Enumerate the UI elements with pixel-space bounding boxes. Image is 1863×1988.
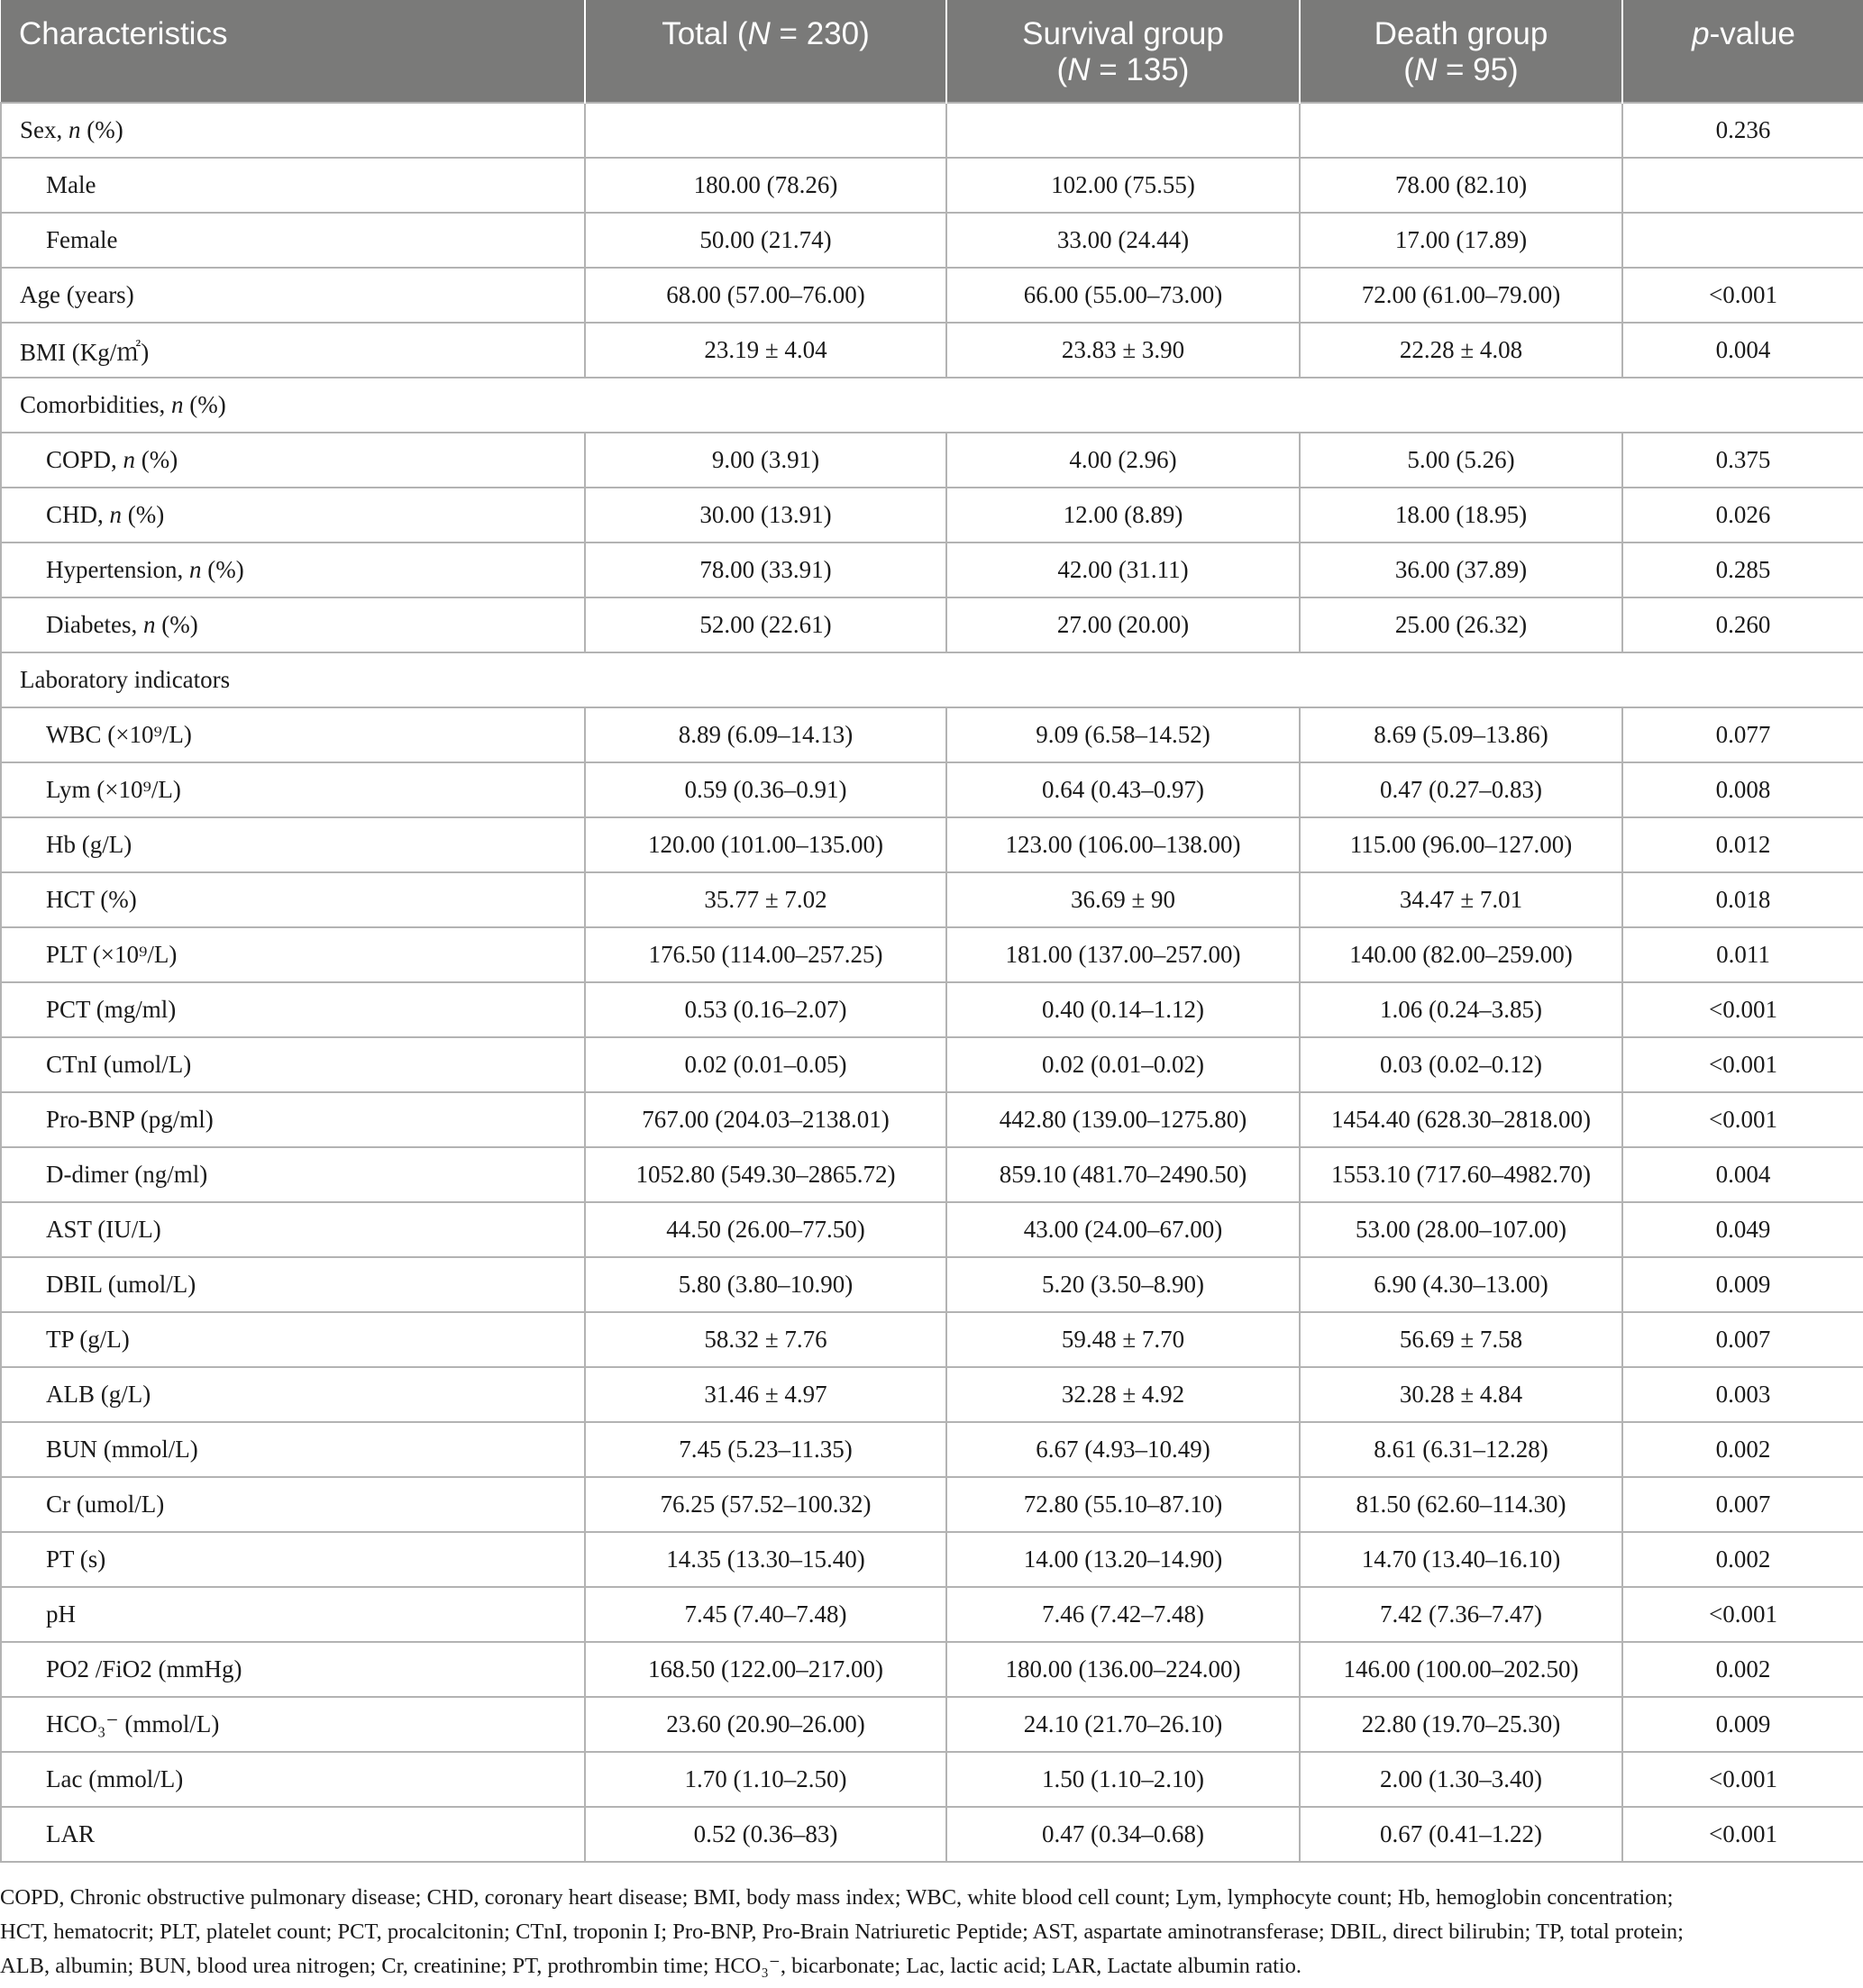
header-survival-group: Survival group (N = 135)	[946, 0, 1300, 103]
cell-total: 23.60 (20.90–26.00)	[585, 1697, 946, 1752]
cell-survival: 5.20 (3.50–8.90)	[946, 1257, 1300, 1312]
cell-survival: 33.00 (24.44)	[946, 213, 1300, 268]
cell-survival: 4.00 (2.96)	[946, 433, 1300, 488]
cell-death	[1300, 103, 1622, 158]
cell-death: 56.69 ± 7.58	[1300, 1312, 1622, 1367]
cell-total: 78.00 (33.91)	[585, 543, 946, 597]
table-row	[1, 1147, 1863, 1202]
table-row	[1, 1037, 1863, 1092]
cell-p-value: 0.049	[1622, 1202, 1863, 1257]
cell-total: 1.70 (1.10–2.50)	[585, 1752, 946, 1807]
cell-p-value: 0.375	[1622, 433, 1863, 488]
row-label: HCO₃⁻ (mmol/L)	[1, 1697, 585, 1752]
row-label: AST (IU/L)	[1, 1202, 585, 1257]
cell-p-value: <0.001	[1622, 1752, 1863, 1807]
header-total: Total (N = 230)	[585, 0, 946, 103]
row-label: Lac (mmol/L)	[1, 1752, 585, 1807]
cell-death: 140.00 (82.00–259.00)	[1300, 927, 1622, 982]
cell-total: 5.80 (3.80–10.90)	[585, 1257, 946, 1312]
table-row	[1, 872, 1863, 927]
footnote-line: HCT, hematocrit; PLT, platelet count; PCT, procalcitonin; CTnI, troponin I; Pro-BNP, Pro-Brain Natriuretic Peptide; AST, aspartate aminotransferase; DBIL, direct bilirubin; TP, total protein;	[0, 1920, 1684, 1944]
cell-survival: 1.50 (1.10–2.10)	[946, 1752, 1300, 1807]
cell-total: 0.59 (0.36–0.91)	[585, 762, 946, 817]
cell-death: 115.00 (96.00–127.00)	[1300, 817, 1622, 872]
cell-p-value: 0.009	[1622, 1697, 1863, 1752]
row-label: BMI (Kg/㎡)	[1, 323, 585, 378]
cell-p-value: 0.002	[1622, 1422, 1863, 1477]
cell-survival: 442.80 (139.00–1275.80)	[946, 1092, 1300, 1147]
table-row	[1, 158, 1863, 213]
row-label: ALB (g/L)	[1, 1367, 585, 1422]
cell-p-value: 0.236	[1622, 103, 1863, 158]
cell-p-value: 0.004	[1622, 1147, 1863, 1202]
cell-total: 0.53 (0.16–2.07)	[585, 982, 946, 1037]
cell-p-value: 0.077	[1622, 707, 1863, 762]
cell-total: 52.00 (22.61)	[585, 597, 946, 652]
cell-death: 0.47 (0.27–0.83)	[1300, 762, 1622, 817]
table-row	[1, 817, 1863, 872]
cell-p-value: <0.001	[1622, 982, 1863, 1037]
cell-total: 168.50 (122.00–217.00)	[585, 1642, 946, 1697]
row-label: Lym (×10⁹/L)	[1, 762, 585, 817]
cell-survival: 42.00 (31.11)	[946, 543, 1300, 597]
cell-total: 58.32 ± 7.76	[585, 1312, 946, 1367]
cell-survival: 180.00 (136.00–224.00)	[946, 1642, 1300, 1697]
table-row	[1, 543, 1863, 597]
row-label: TP (g/L)	[1, 1312, 585, 1367]
table-row	[1, 1367, 1863, 1422]
cell-total: 14.35 (13.30–15.40)	[585, 1532, 946, 1587]
table-row	[1, 323, 1863, 378]
cell-survival: 27.00 (20.00)	[946, 597, 1300, 652]
cell-death: 25.00 (26.32)	[1300, 597, 1622, 652]
row-label: COPD, n (%)	[1, 433, 585, 488]
row-label: Cr (umol/L)	[1, 1477, 585, 1532]
row-label: Sex, n (%)	[1, 103, 585, 158]
cell-death: 18.00 (18.95)	[1300, 488, 1622, 543]
row-label: Female	[1, 213, 585, 268]
cell-survival: 36.69 ± 90	[946, 872, 1300, 927]
cell-survival: 7.46 (7.42–7.48)	[946, 1587, 1300, 1642]
cell-survival: 23.83 ± 3.90	[946, 323, 1300, 378]
cell-survival	[946, 103, 1300, 158]
cell-p-value: 0.003	[1622, 1367, 1863, 1422]
cell-total: 44.50 (26.00–77.50)	[585, 1202, 946, 1257]
header-characteristics: Characteristics	[1, 0, 585, 103]
row-label: Diabetes, n (%)	[1, 597, 585, 652]
row-label: WBC (×10⁹/L)	[1, 707, 585, 762]
cell-total	[585, 103, 946, 158]
cell-death: 14.70 (13.40–16.10)	[1300, 1532, 1622, 1587]
table-row	[1, 103, 1863, 158]
table-row	[1, 1587, 1863, 1642]
table-body	[1, 103, 1863, 1862]
cell-total: 9.00 (3.91)	[585, 433, 946, 488]
cell-p-value: <0.001	[1622, 1587, 1863, 1642]
cell-death: 22.80 (19.70–25.30)	[1300, 1697, 1622, 1752]
cell-death: 1.06 (0.24–3.85)	[1300, 982, 1622, 1037]
table-row	[1, 597, 1863, 652]
footnote-line: COPD, Chronic obstructive pulmonary disease; CHD, coronary heart disease; BMI, body mass index; WBC, white blood cell count; Lym, lymphocyte count; Hb, hemoglobin concentration;	[0, 1885, 1674, 1910]
cell-total: 7.45 (5.23–11.35)	[585, 1422, 946, 1477]
cell-death: 17.00 (17.89)	[1300, 213, 1622, 268]
cell-p-value: 0.007	[1622, 1312, 1863, 1367]
cell-total: 35.77 ± 7.02	[585, 872, 946, 927]
cell-p-value: 0.018	[1622, 872, 1863, 927]
table-footnote	[0, 1881, 1863, 1983]
cell-total: 0.52 (0.36–83)	[585, 1807, 946, 1862]
cell-death: 30.28 ± 4.84	[1300, 1367, 1622, 1422]
cell-total: 180.00 (78.26)	[585, 158, 946, 213]
table-row	[1, 1312, 1863, 1367]
row-label: CTnI (umol/L)	[1, 1037, 585, 1092]
row-label: Age (years)	[1, 268, 585, 323]
cell-death: 1553.10 (717.60–4982.70)	[1300, 1147, 1622, 1202]
table-row	[1, 1642, 1863, 1697]
cell-survival: 0.47 (0.34–0.68)	[946, 1807, 1300, 1862]
row-label: PCT (mg/ml)	[1, 982, 585, 1037]
cell-p-value: 0.026	[1622, 488, 1863, 543]
table-row	[1, 488, 1863, 543]
row-label: Hb (g/L)	[1, 817, 585, 872]
cell-survival: 72.80 (55.10–87.10)	[946, 1477, 1300, 1532]
cell-survival: 14.00 (13.20–14.90)	[946, 1532, 1300, 1587]
table-row	[1, 1257, 1863, 1312]
table-row	[1, 982, 1863, 1037]
section-label: Comorbidities, n (%)	[1, 378, 1863, 433]
cell-survival: 59.48 ± 7.70	[946, 1312, 1300, 1367]
cell-p-value: 0.007	[1622, 1477, 1863, 1532]
table-row	[1, 652, 1863, 707]
cell-survival: 0.40 (0.14–1.12)	[946, 982, 1300, 1037]
cell-survival: 0.64 (0.43–0.97)	[946, 762, 1300, 817]
row-label: Hypertension, n (%)	[1, 543, 585, 597]
cell-total: 1052.80 (549.30–2865.72)	[585, 1147, 946, 1202]
table-row	[1, 1092, 1863, 1147]
table-row	[1, 378, 1863, 433]
cell-p-value: 0.012	[1622, 817, 1863, 872]
cell-death: 6.90 (4.30–13.00)	[1300, 1257, 1622, 1312]
cell-survival: 32.28 ± 4.92	[946, 1367, 1300, 1422]
cell-p-value: <0.001	[1622, 1037, 1863, 1092]
cell-total: 120.00 (101.00–135.00)	[585, 817, 946, 872]
cell-p-value: 0.004	[1622, 323, 1863, 378]
table-row	[1, 433, 1863, 488]
cell-p-value: 0.285	[1622, 543, 1863, 597]
table-header-row	[1, 0, 1863, 103]
cell-survival: 123.00 (106.00–138.00)	[946, 817, 1300, 872]
row-label: PT (s)	[1, 1532, 585, 1587]
cell-total: 30.00 (13.91)	[585, 488, 946, 543]
row-label: LAR	[1, 1807, 585, 1862]
table-row	[1, 1532, 1863, 1587]
header-death-group: Death group (N = 95)	[1300, 0, 1622, 103]
row-label: Pro-BNP (pg/ml)	[1, 1092, 585, 1147]
cell-total: 0.02 (0.01–0.05)	[585, 1037, 946, 1092]
cell-p-value: 0.002	[1622, 1532, 1863, 1587]
cell-p-value: 0.008	[1622, 762, 1863, 817]
cell-death: 72.00 (61.00–79.00)	[1300, 268, 1622, 323]
cell-survival: 66.00 (55.00–73.00)	[946, 268, 1300, 323]
table-row	[1, 1477, 1863, 1532]
table-row	[1, 1752, 1863, 1807]
cell-death: 8.69 (5.09–13.86)	[1300, 707, 1622, 762]
table-row	[1, 927, 1863, 982]
cell-death: 1454.40 (628.30–2818.00)	[1300, 1092, 1622, 1147]
table-row	[1, 1697, 1863, 1752]
cell-total: 31.46 ± 4.97	[585, 1367, 946, 1422]
row-label: BUN (mmol/L)	[1, 1422, 585, 1477]
cell-total: 50.00 (21.74)	[585, 213, 946, 268]
header-p-value: p-value	[1692, 16, 1795, 51]
cell-p-value: <0.001	[1622, 268, 1863, 323]
cell-death: 34.47 ± 7.01	[1300, 872, 1622, 927]
cell-total: 8.89 (6.09–14.13)	[585, 707, 946, 762]
cell-death: 81.50 (62.60–114.30)	[1300, 1477, 1622, 1532]
section-label: Laboratory indicators	[1, 652, 1863, 707]
cell-total: 68.00 (57.00–76.00)	[585, 268, 946, 323]
cell-survival: 102.00 (75.55)	[946, 158, 1300, 213]
table-row	[1, 1202, 1863, 1257]
cell-p-value: <0.001	[1622, 1807, 1863, 1862]
table-row	[1, 1422, 1863, 1477]
cell-p-value	[1622, 213, 1863, 268]
cell-death: 78.00 (82.10)	[1300, 158, 1622, 213]
footnote-line: ALB, albumin; BUN, blood urea nitrogen; Cr, creatinine; PT, prothrombin time; HCO₃⁻, bicarbonate; Lac, lactic acid; LAR, Lactate albumin ratio.	[0, 1954, 1302, 1978]
cell-p-value: <0.001	[1622, 1092, 1863, 1147]
cell-death: 0.67 (0.41–1.22)	[1300, 1807, 1622, 1862]
cell-survival: 0.02 (0.01–0.02)	[946, 1037, 1300, 1092]
cell-p-value: 0.002	[1622, 1642, 1863, 1697]
table-row	[1, 707, 1863, 762]
cell-death: 22.28 ± 4.08	[1300, 323, 1622, 378]
cell-death: 5.00 (5.26)	[1300, 433, 1622, 488]
row-label: PO2 /FiO2 (mmHg)	[1, 1642, 585, 1697]
cell-death: 7.42 (7.36–7.47)	[1300, 1587, 1622, 1642]
cell-survival: 859.10 (481.70–2490.50)	[946, 1147, 1300, 1202]
cell-total: 7.45 (7.40–7.48)	[585, 1587, 946, 1642]
row-label: CHD, n (%)	[1, 488, 585, 543]
cell-death: 0.03 (0.02–0.12)	[1300, 1037, 1622, 1092]
cell-total: 23.19 ± 4.04	[585, 323, 946, 378]
cell-p-value: 0.011	[1622, 927, 1863, 982]
cell-death: 146.00 (100.00–202.50)	[1300, 1642, 1622, 1697]
cell-p-value	[1622, 158, 1863, 213]
cell-death: 2.00 (1.30–3.40)	[1300, 1752, 1622, 1807]
table-row	[1, 213, 1863, 268]
cell-total: 76.25 (57.52–100.32)	[585, 1477, 946, 1532]
cell-survival: 181.00 (137.00–257.00)	[946, 927, 1300, 982]
cell-survival: 6.67 (4.93–10.49)	[946, 1422, 1300, 1477]
row-label: D-dimer (ng/ml)	[1, 1147, 585, 1202]
cell-death: 53.00 (28.00–107.00)	[1300, 1202, 1622, 1257]
cell-death: 8.61 (6.31–12.28)	[1300, 1422, 1622, 1477]
cell-p-value: 0.009	[1622, 1257, 1863, 1312]
cell-survival: 24.10 (21.70–26.10)	[946, 1697, 1300, 1752]
cell-survival: 43.00 (24.00–67.00)	[946, 1202, 1300, 1257]
table-row	[1, 762, 1863, 817]
row-label: DBIL (umol/L)	[1, 1257, 585, 1312]
cell-survival: 12.00 (8.89)	[946, 488, 1300, 543]
cell-death: 36.00 (37.89)	[1300, 543, 1622, 597]
cell-total: 767.00 (204.03–2138.01)	[585, 1092, 946, 1147]
cell-total: 176.50 (114.00–257.25)	[585, 927, 946, 982]
row-label: PLT (×10⁹/L)	[1, 927, 585, 982]
table-row	[1, 1807, 1863, 1862]
cell-survival: 9.09 (6.58–14.52)	[946, 707, 1300, 762]
table-row	[1, 268, 1863, 323]
row-label: Male	[1, 158, 585, 213]
cell-p-value: 0.260	[1622, 597, 1863, 652]
row-label: HCT (%)	[1, 872, 585, 927]
row-label: pH	[1, 1587, 585, 1642]
